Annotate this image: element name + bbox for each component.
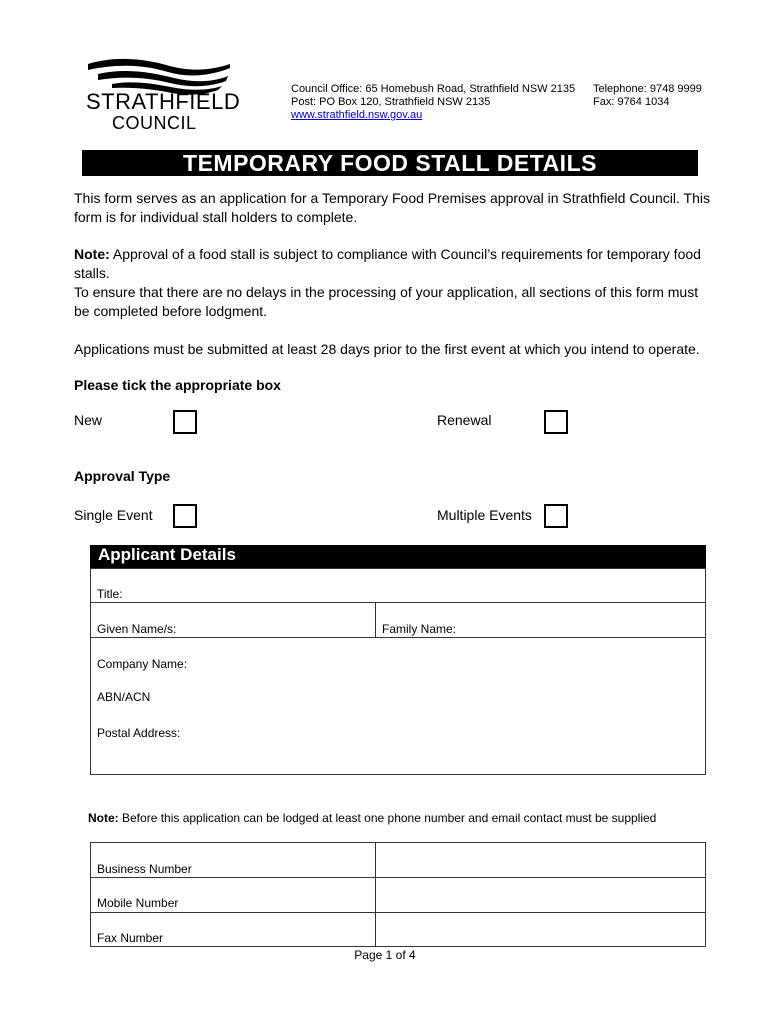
fax-number: Fax: 9764 1034 xyxy=(593,96,670,108)
telephone-number: Telephone: 9748 9999 xyxy=(593,83,702,95)
row-divider xyxy=(90,912,706,913)
renewal-label: Renewal xyxy=(437,412,492,428)
approval-type-heading: Approval Type xyxy=(74,468,171,484)
mobile-number-label: Mobile Number xyxy=(97,896,179,910)
row-divider xyxy=(90,602,706,603)
contact-numbers-table xyxy=(90,842,706,947)
note-text-2: To ensure that there are no delays in the processing of your application, all sections of this form must be completed before lodgment. xyxy=(74,284,699,319)
note-paragraph xyxy=(74,245,714,321)
given-names-field-label: Given Name/s: xyxy=(97,622,177,636)
company-name-field-label: Company Name: xyxy=(97,657,188,671)
multiple-events-checkbox[interactable] xyxy=(544,504,568,528)
page-title: TEMPORARY FOOD STALL DETAILS xyxy=(82,150,698,176)
applicant-details-table xyxy=(90,568,706,775)
abn-acn-field-label: ABN/ACN xyxy=(97,690,151,704)
note-text: Approval of a food stall is subject to compliance with Council’s requirements for temporary food stalls. xyxy=(74,246,701,281)
postal-address-field-label: Postal Address: xyxy=(97,726,181,740)
contact-note-text: Before this application can be lodged at least one phone number and email contact must be supplied xyxy=(118,811,657,825)
business-number-label: Business Number xyxy=(97,862,192,876)
intro-text: This form serves as an application for a Temporary Food Premises approval in Strathfield Council. This form is for individual stall holders to complete. xyxy=(74,190,710,225)
logo-text-strathfield: STRATHFIELD xyxy=(86,89,241,114)
page-number: Page 1 of 4 xyxy=(354,948,416,962)
post-address: Post: PO Box 120, Strathfield NSW 2135 xyxy=(291,96,491,108)
logo-text-council: COUNCIL xyxy=(112,113,197,133)
submission-text: Applications must be submitted at least 28 days prior to the first event at which you intend to operate. xyxy=(74,341,700,357)
multiple-events-label: Multiple Events xyxy=(437,507,532,523)
column-divider xyxy=(375,602,376,637)
new-checkbox[interactable] xyxy=(173,410,197,434)
column-divider xyxy=(375,842,376,947)
applicant-details-heading: Applicant Details xyxy=(90,545,706,568)
single-event-label: Single Event xyxy=(74,507,153,523)
tick-heading: Please tick the appropriate box xyxy=(74,377,281,393)
single-event-checkbox[interactable] xyxy=(173,504,197,528)
council-office-address: Council Office: 65 Homebush Road, Strathfield NSW 2135 xyxy=(291,83,576,95)
website-link[interactable]: www.strathfield.nsw.gov.au xyxy=(291,109,423,121)
row-divider xyxy=(90,877,706,878)
title-field-label: Title: xyxy=(97,587,123,601)
row-divider xyxy=(90,637,706,638)
renewal-checkbox[interactable] xyxy=(544,410,568,434)
family-name-field-label: Family Name: xyxy=(382,622,457,636)
fax-number-label: Fax Number xyxy=(97,931,164,945)
new-label: New xyxy=(74,412,103,428)
contact-note-label: Note: xyxy=(88,811,119,825)
contact-note xyxy=(88,811,656,825)
note-label: Note: xyxy=(74,246,110,262)
